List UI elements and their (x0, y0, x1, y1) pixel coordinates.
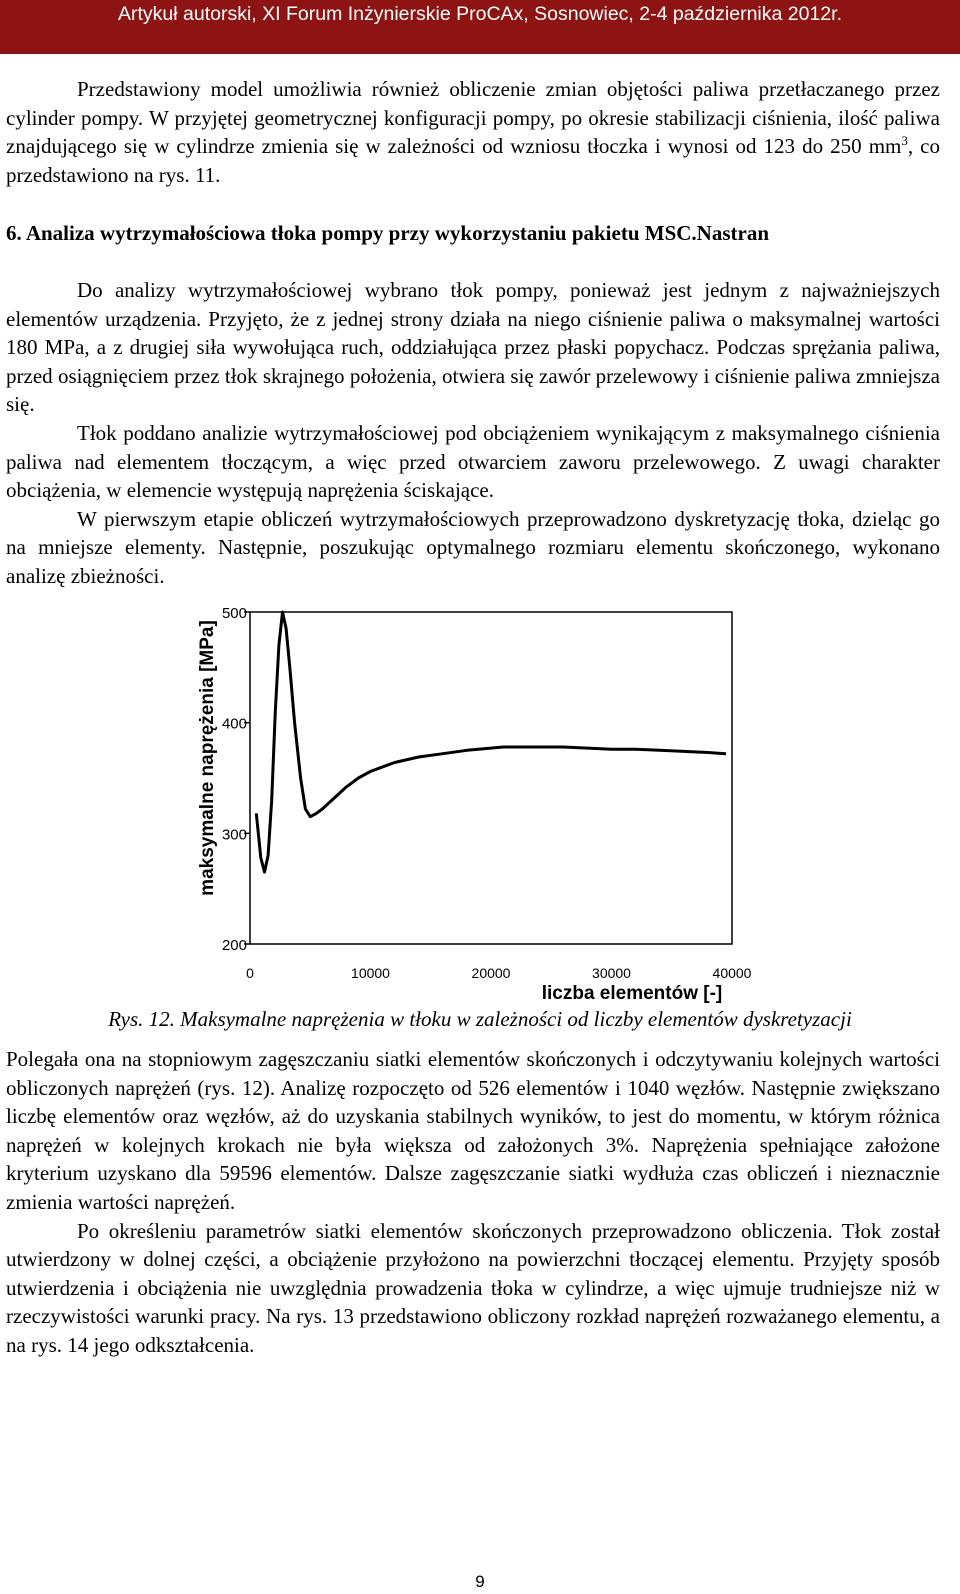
series-line-0 (256, 612, 726, 872)
paragraph-2: Do analizy wytrzymałościowej wybrano tłok pompy, ponieważ jest jednym z najważniejszych elementów urządzenia. Przyjęto, że z jednej strony działa na niego ciśnienie paliwa o maksymalnej wartości 180 MPa, a z drugiej siła wywołująca ruch, oddziałująca przez płaski popychacz. Podczas sprężania paliwa, przed osiągnięciem przez tłok skrajnego położenia, otwiera się zawór przelewowy i ciśnienie paliwa zmniejsza się. (6, 278, 940, 417)
page-number: 9 (475, 1572, 485, 1591)
paragraph-1-end: , co przedstawiono na rys. 11. (6, 134, 940, 187)
body-text-block-2 (6, 1045, 940, 1360)
paragraph-1-text: Przedstawiony model umożliwia również obliczenie zmian objętości paliwa przetłaczanego przez cylinder pompy. W przyjętej geometrycznej konfiguracji pompy, po okresie stabilizacji ciśnienia, ilość paliwa znajdującego się w cylindrze zmienia się w zależności od wzniosu tłoczka i wynosi od 123 do 250 mm (6, 77, 940, 159)
x-tick-label: 10000 (351, 965, 390, 981)
paragraph-6: Po określeniu parametrów siatki elementów skończonych przeprowadzono obliczenia. Tłok został utwierdzony w dolnej części, a obciążenie przyłożono na powierzchni tłoczącej elementu. Przyjęty sposób utwierdzenia i obciążenia nie uwzględnia prowadzenia tłoka w cylindrze, a więc ujmuje trudniejsze niż w rzeczywistości warunki pracy. Na rys. 13 przedstawiono obliczony rozkład naprężeń rozważanego elementu, a na rys. 14 jego odkształcenia. (6, 1218, 940, 1357)
chart-plot (197, 605, 752, 1004)
y-tick-label: 400 (221, 715, 247, 733)
x-tick-label: 20000 (471, 965, 511, 981)
x-axis-label: liczba elementów [-] (541, 983, 723, 1004)
section-heading: 6. Analiza wytrzymałościowa tłoka pompy przy wykorzystaniu pakietu MSC.Nastran (6, 221, 770, 245)
plot-frame (250, 612, 732, 944)
body-text-block (6, 276, 940, 591)
y-axis-label: maksymalne naprężenia [MPa] (197, 620, 218, 896)
paragraph-1 (6, 75, 940, 189)
stress-convergence-chart (0, 595, 960, 1005)
x-tick-label: 30000 (592, 965, 631, 981)
x-tick-label: 40000 (712, 965, 752, 981)
x-tick-label: 0 (246, 965, 254, 981)
superscript: 3 (901, 133, 908, 149)
paragraph-5: Polegała ona na stopniowym zagęszczaniu siatki elementów skończonych i odczytywaniu kolejnych wartości obliczonych naprężeń (rys. 12). Analizę rozpoczęto od 526 elementów i 1040 węzłów. Następnie zwiększano liczbę elementów oraz węzłów, aż do uzyskania stabilnych wyników, to jest do momentu, w którym różnica naprężeń w kolejnych krokach nie była większa od założonych 3%. Naprężenia spełniające założone kryterium uzyskano dla 59596 elementów. Dalsze zagęszczanie siatki wydłuża czas obliczeń i nieznacznie zmienia wartości naprężeń. (6, 1047, 940, 1214)
y-tick-label: 300 (221, 826, 247, 844)
page-header (0, 0, 960, 54)
figure-caption: Rys. 12. Maksymalne naprężenia w tłoku w zależności od liczby elementów dyskretyzacji (108, 1007, 852, 1031)
paragraph-3: Tłok poddano analizie wytrzymałościowej pod obciążeniem wynikającym z maksymalnego ciśnienia paliwa nad elementem tłoczącym, a więc przed otwarciem zaworu przelewowego. Z uwagi charakter obciążenia, w elemencie występują naprężenia ściskające. (6, 420, 940, 503)
y-tick-label: 200 (221, 937, 247, 954)
y-tick-label: 500 (221, 605, 247, 622)
header-text: Artykuł autorski, XI Forum Inżynierskie ProCAx, Sosnowiec, 2-4 października 2012r. (118, 3, 842, 25)
paragraph-4: W pierwszym etapie obliczeń wytrzymałościowych przeprowadzono dyskretyzację tłoka, dzieląc go na mniejsze elementy. Następnie, poszukując optymalnego rozmiaru elementu skończonego, wykonano analizę zbieżności. (6, 506, 940, 588)
